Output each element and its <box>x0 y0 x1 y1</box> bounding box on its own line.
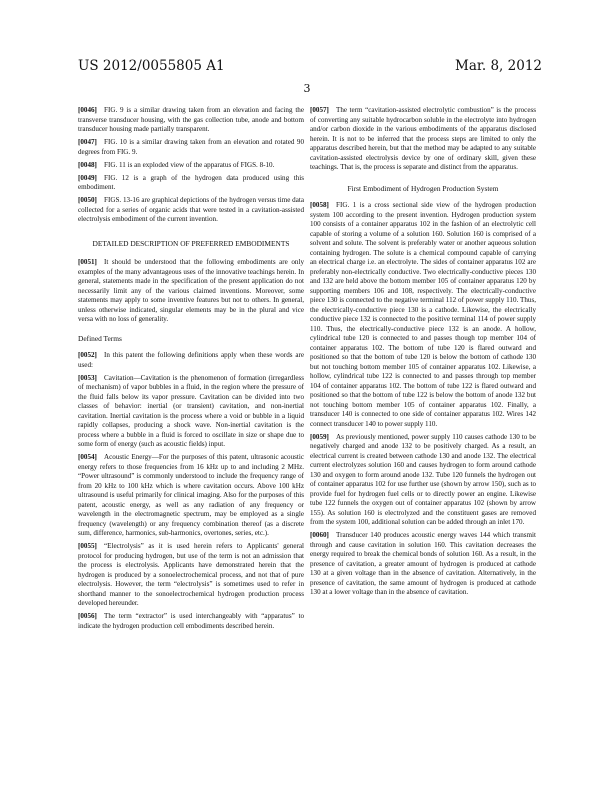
paragraph <box>78 106 304 135</box>
page-number: 3 <box>303 82 311 95</box>
paragraph-number: [0058] <box>310 201 329 209</box>
subsection-heading: Defined Terms <box>78 333 122 343</box>
paragraph-text: FIG. 9 is a similar drawing taken from an elevation and facing the transverse transducer housing, with the gas collection tube, anode and bottom transducer housing made partially transparent. <box>78 106 304 133</box>
paragraph <box>310 531 536 598</box>
paragraph-text: FIGS. 13-16 are graphical depictions of the hydrogen versus time data collected for a series of organic acids that were tested in a cavitation-assisted electrolysis embodiment of the current invention. <box>78 196 304 223</box>
paragraph <box>310 106 536 173</box>
paragraph <box>78 161 304 171</box>
paragraph-number: [0056] <box>78 612 97 620</box>
right-text-column <box>310 106 536 601</box>
paragraph <box>78 351 304 370</box>
paragraph-text: Acoustic Energy—For the purposes of this patent, ultrasonic acoustic energy refers to those frequencies from 16 kHz up to and including 2 MHz. “Power ultrasound” is commonly understood to include the frequency range of from 20 kHz to 100 kHz which is where cavitation occurs. Above 100 kHz ultrasound is useful primarily for clinical imaging. Also for the purposes of this patent, acoustic energy, as well as any radiation of any frequency or wavelength in the electromagnetic spectrum, may be employed as a single frequency (wavelength) or any frequency combination thereof (as a discrete sum, difference, harmonics, sub-harmonics, overtones, series, etc.). <box>78 453 304 537</box>
publication-number: US 2012/0055805 A1 <box>78 58 225 74</box>
paragraph-number: [0053] <box>78 373 97 382</box>
paragraph <box>78 612 304 631</box>
paragraph-text: The term “cavitation-assisted electrolytic combustion” is the process of converting any suitable hydrocarbon soluble in the electrolyte into hydrogen and/or carbon dioxide in the various embodiments of the apparatus disclosed herein. It is not to be inferred that the process steps are limited to only the apparatus described herein, but that the method may be adapted to any suitable cavitation-assisted electrolysis device by one of ordinary skill, given these teachings. That is, the process is separate and distinct from the apparatus. <box>310 106 536 171</box>
paragraph <box>78 258 304 325</box>
paragraph-number: [0054] <box>78 453 97 461</box>
paragraph-number: [0049] <box>78 173 97 182</box>
paragraph-number: [0059] <box>310 432 329 441</box>
paragraph-text: FIG. 11 is an exploded view of the apparatus of FIGS. 8-10. <box>104 160 275 169</box>
section-heading: DETAILED DESCRIPTION OF PREFERRED EMBODIMENTS <box>92 238 290 248</box>
paragraph-number: [0051] <box>78 258 97 266</box>
paragraph-number: [0048] <box>78 160 97 169</box>
paragraph-number: [0060] <box>310 531 329 539</box>
left-text-column <box>78 106 304 635</box>
paragraph <box>78 196 304 225</box>
paragraph <box>78 542 304 609</box>
paragraph-number: [0057] <box>310 106 329 114</box>
paragraph <box>78 138 304 157</box>
paragraph <box>310 201 536 429</box>
paragraph-text: As previously mentioned, power supply 110 causes cathode 130 to be negatively charged and anode 132 to be positively charged. As a result, an electrical current is created between cathode 130 and anode 132. The electrical current electrolyzes solution 160 and causes hydrogen to form around cathode 130 and oxygen to form around anode 132. Tube 120 funnels the hydrogen out of container apparatus 102 for use further use (shown by arrow 150), such as to provide fuel for hydrogen fuel cells or to directly power an engine. Likewise tube 122 funnels the oxygen out of container apparatus 102 (shown by arrow 155). As solution 160 is electrolyzed and the constituent gases are removed from the system 100, additional solution can be added through an inlet 170. <box>310 432 536 526</box>
paragraph <box>78 174 304 193</box>
paragraph-text: FIG. 1 is a cross sectional side view of the hydrogen production system 100 according to the present invention. Hydrogen production system 100 consists of a container apparatus 102 in the fashion of an electrolytic cell capable of storing a volume of a solution 160. Solution 160 is comprised of a solvent and solute. The solvent is preferably water or another aqueous solution containing hydrogen. The solute is a chemical compound capable of carrying an electrical charge i.e. an electrolyte. The sides of container apparatus 102 are preferably non-electrically conductive. Two electrically-conductive pieces 130 and 132 are held above the bottom member 105 of container apparatus 120 by supporting members 106 and 108, respectively. The electrically-conductive piece 130 is connected to the negative terminal 112 of power supply 110. Thus, the electrically-conductive piece 130 is a cathode. Likewise, the electrically conductive piece 132 is connected to the positive terminal 114 of power supply 110. Thus, the electrically-conductive piece 132 is an anode. A hollow, cylindrical tube 120 is connected to and passes though top member 104 of container apparatus 102. The bottom of tube 120 is flared outward and positioned so that the bottom of tube 120 is below the bottom of cathode 130 but not touching bottom member 105 of container apparatus 102. Likewise, a hollow, cylindrical tube 122 is connected to and passes through top member 104 of container apparatus 102. The bottom of tube 122 is flared outward and positioned so that the bottom of tube 122 is below the bottom of anode 132 but not touching bottom member 105 of container apparatus 102. Finally, a transducer 140 is connected to one side of container apparatus 102. Wires 142 connect transducer 140 to power supply 110. <box>310 201 536 428</box>
paragraph-text: Cavitation—Cavitation is the phenomenon of formation (irregardless of mechanism) of vapor bubbles in a fluid, in the region where the pressure of the fluid falls below its vapor pressure. Cavitation can be divided into two classes of behavior: inertial (or transient) cavitation, and non-inertial cavitation. Inertial cavitation is the process where a void or bubble in a liquid rapidly collapses, producing a shock wave. Non-inertial cavitation is the process where a bubble in a fluid is forced to oscillate in size or shape due to some form of energy (such as acoustic fields) input. <box>78 373 304 448</box>
paragraph <box>78 374 304 450</box>
paragraph-text: “Electrolysis” as it is used herein refers to Applicants' general protocol for producing hydrogen, but use of the term is not an admission that the process is electrolysis. Applicants have demonstrated herein that the hydrogen is produced by a sonoelectrochemical process, and not that of pure electrolysis. However, the term “electrolysis” is sometimes used to refer in shorthand manner to the sonoelectrochemical hydrogen production process developed hereunder. <box>78 542 304 607</box>
subsection-heading: First Embodiment of Hydrogen Production System <box>347 183 499 193</box>
paragraph-text: The term “extractor” is used interchangeably with “apparatus” to indicate the hydrogen production cell embodiments described herein. <box>78 612 304 630</box>
publication-date: Mar. 8, 2012 <box>455 58 542 74</box>
paragraph-text: FIG. 12 is a graph of the hydrogen data produced using this embodiment. <box>78 173 304 191</box>
paragraph-number: [0055] <box>78 542 97 550</box>
paragraph-number: [0046] <box>78 106 97 114</box>
paragraph <box>78 453 304 539</box>
paragraph-text: In this patent the following definitions apply when these words are used: <box>78 351 304 369</box>
paragraph-number: [0047] <box>78 138 97 146</box>
paragraph-number: [0050] <box>78 196 97 204</box>
paragraph-number: [0052] <box>78 351 97 359</box>
paragraph-text: FIG. 10 is a similar drawing taken from an elevation and rotated 90 degrees from FIG. 9. <box>78 138 304 156</box>
paragraph-text: Transducer 140 produces acoustic energy waves 144 which transmit through and cause cavitation in solution 160. This cavitation decreases the energy required to break the chemical bonds of solution 160. As a result, in the presence of cavitation, a greater amount of hydrogen is produced at cathode 130 at a given voltage than in the absence of cavitation. Alternatively, in the presence of cavitation, the same amount of hydrogen is produced at cathode 130 at a lower voltage than in the absence of cavitation. <box>310 531 536 596</box>
paragraph <box>310 433 536 528</box>
paragraph-text: It should be understood that the following embodiments are only examples of the many advantageous uses of the innovative teachings herein. In general, statements made in the specification of the present application do not necessarily limit any of the various claimed inventions. Moreover, some statements may apply to some inventive features but not to others. In general, unless otherwise indicated, singular elements may be in the plural and vice versa with no loss of generality. <box>78 258 304 323</box>
